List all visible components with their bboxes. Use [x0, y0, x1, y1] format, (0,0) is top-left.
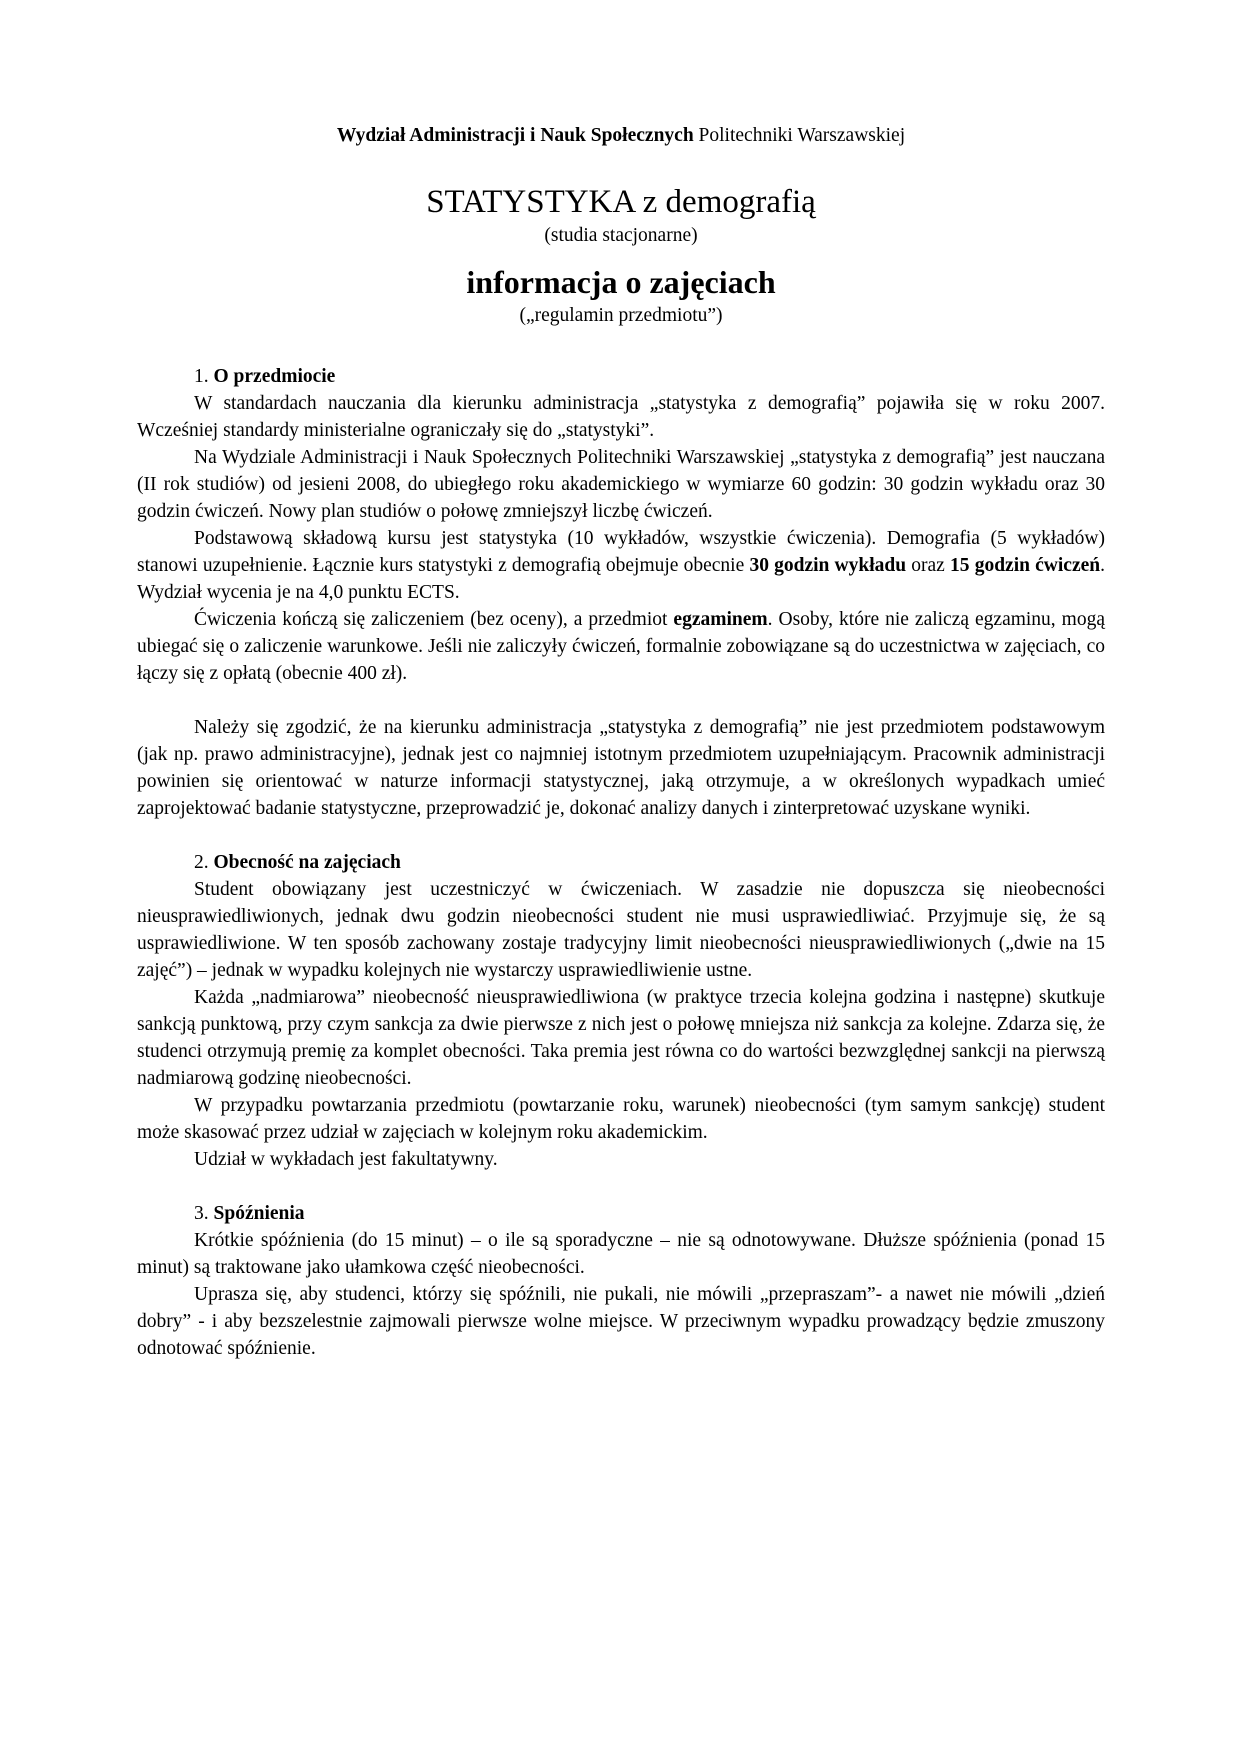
- section-heading-2: [137, 849, 1105, 876]
- text-run: W przypadku powtarzania przedmiotu (powtarzanie roku, warunek) nieobecności (tym samym sankcję) student może skasować przez udział w zajęciach w kolejnym roku akademickim.: [137, 1095, 1105, 1143]
- text-run: oraz: [906, 555, 951, 576]
- paragraph: [137, 444, 1105, 525]
- paragraph: [137, 525, 1105, 606]
- text-run-bold: 30 godzin wykładu: [749, 555, 907, 576]
- document-title: informacja o zajęciach: [466, 264, 776, 300]
- section-title: Spóźnienia: [213, 1203, 305, 1224]
- section-heading-1: [137, 363, 1105, 390]
- text-run: . Wydział wycenia je na 4,0 punktu ECTS.: [137, 555, 1105, 603]
- section-number: 3.: [194, 1203, 209, 1224]
- text-run: W standardach nauczania dla kierunku administracja „statystyka z demografią” pojawiła się w roku 2007. Wcześniej standardy ministerialne ograniczały się do „statystyki”.: [137, 393, 1105, 441]
- text-run-bold: 15 godzin ćwiczeń: [950, 555, 1101, 576]
- institution-suffix: Politechniki Warszawskiej: [693, 125, 906, 146]
- text-run: Należy się zgodzić, że na kierunku administracja „statystyka z demografią” nie jest przedmiotem podstawowym (jak np. prawo administracyjne), jednak jest co najmniej istotnym przedmiotem uzupełniającym. Pracownik administracji powinien się orientować w naturze informacji statystycznej, jaką otrzymuje, a w określonych wypadkach umieć zaprojektować badanie statystyczne, przeprowadzić je, dokonać analizy danych i zinterpretować uzyskane wyniki.: [137, 717, 1105, 819]
- document-body: [137, 363, 1105, 1362]
- paragraph: [137, 1092, 1105, 1146]
- paragraph: [137, 606, 1105, 687]
- text-run: . Osoby, które nie zaliczą egzaminu, mogą ubiegać się o zaliczenie warunkowe. Jeśli nie zaliczyły ćwiczeń, formalnie zobowiązane są do uczestnictwa w zajęciach, co łączy się z opłatą (obecnie 400 zł).: [137, 609, 1106, 684]
- paragraph: [137, 714, 1105, 822]
- paragraph: [137, 1146, 1105, 1173]
- text-run: Krótkie spóźnienia (do 15 minut) – o ile są sporadyczne – nie są odnotowywane. Dłuższe spóźnienia (ponad 15 minut) są traktowane jako ułamkowa część nieobecności.: [137, 1230, 1105, 1278]
- text-run: Student obowiązany jest uczestniczyć w ćwiczeniach. W zasadzie nie dopuszcza się nieobecności nieusprawiedliwionych, jednak dwu godzin nieobecności student nie musi usprawiedliwiać. Przyjmuje się, że są usprawiedliwione. W ten sposób zachowany zostaje tradycyjny limit nieobecności nieusprawiedliwionych („dwie na 15 zajęć”) – jednak w wypadku kolejnych nie wystarczy usprawiedliwienie ustne.: [137, 879, 1105, 981]
- institution-header: [137, 122, 1105, 149]
- paragraph: [137, 1281, 1105, 1362]
- text-run-bold: egzaminem: [673, 609, 768, 630]
- text-run: Każda „nadmiarowa” nieobecność nieusprawiedliwiona (w praktyce trzecia kolejna godzina i następne) skutkuje sankcją punktową, przy czym sankcja za dwie pierwsze z nich jest o połowę mniejsza niż sankcja za kolejne. Zdarza się, że studenci otrzymują premię za komplet obecności. Taka premia jest równa co do wartości bezwzględnej sankcji na pierwszą nadmiarową godzinę nieobecności.: [137, 987, 1105, 1089]
- section-number: 2.: [194, 852, 209, 873]
- paragraph: [137, 1227, 1105, 1281]
- paragraph: [137, 390, 1105, 444]
- section-number: 1.: [194, 366, 209, 387]
- document-subtitle: („regulamin przedmiotu”): [519, 305, 723, 326]
- section-title: Obecność na zajęciach: [213, 852, 401, 873]
- text-run: Uprasza się, aby studenci, którzy się spóźnili, nie pukali, nie mówili „przepraszam”- a nawet nie mówili „dzień dobry” - i aby bezszelestnie zajmowali pierwsze wolne miejsce. W przeciwnym wypadku prowadzący będzie zmuszony odnotować spóźnienie.: [137, 1284, 1105, 1359]
- text-run: Podstawową składową kursu jest statystyka (10 wykładów, wszystkie ćwiczenia). Demografia (5 wykładów) stanowi uzupełnienie. Łącznie kurs statystyki z demografią obejmuje obecnie: [137, 528, 1105, 576]
- section-title: O przedmiocie: [213, 366, 336, 387]
- course-title: STATYSTYKA z demografią: [426, 184, 816, 220]
- institution-name: Wydział Administracji i Nauk Społecznych: [336, 125, 694, 146]
- text-run: Udział w wykładach jest fakultatywny.: [194, 1149, 498, 1170]
- paragraph: [137, 876, 1105, 984]
- study-mode-subtitle: (studia stacjonarne): [544, 225, 698, 246]
- text-run: Ćwiczenia kończą się zaliczeniem (bez oceny), a przedmiot: [194, 609, 674, 630]
- text-run: Na Wydziale Administracji i Nauk Społecznych Politechniki Warszawskiej „statystyka z demografią” jest nauczana (II rok studiów) od jesieni 2008, do ubiegłego roku akademickiego w wymiarze 60 godzin: 30 godzin wykładu oraz 30 godzin ćwiczeń. Nowy plan studiów o połowę zmniejszył liczbę ćwiczeń.: [137, 447, 1105, 522]
- section-heading-3: [137, 1200, 1105, 1227]
- paragraph: [137, 984, 1105, 1092]
